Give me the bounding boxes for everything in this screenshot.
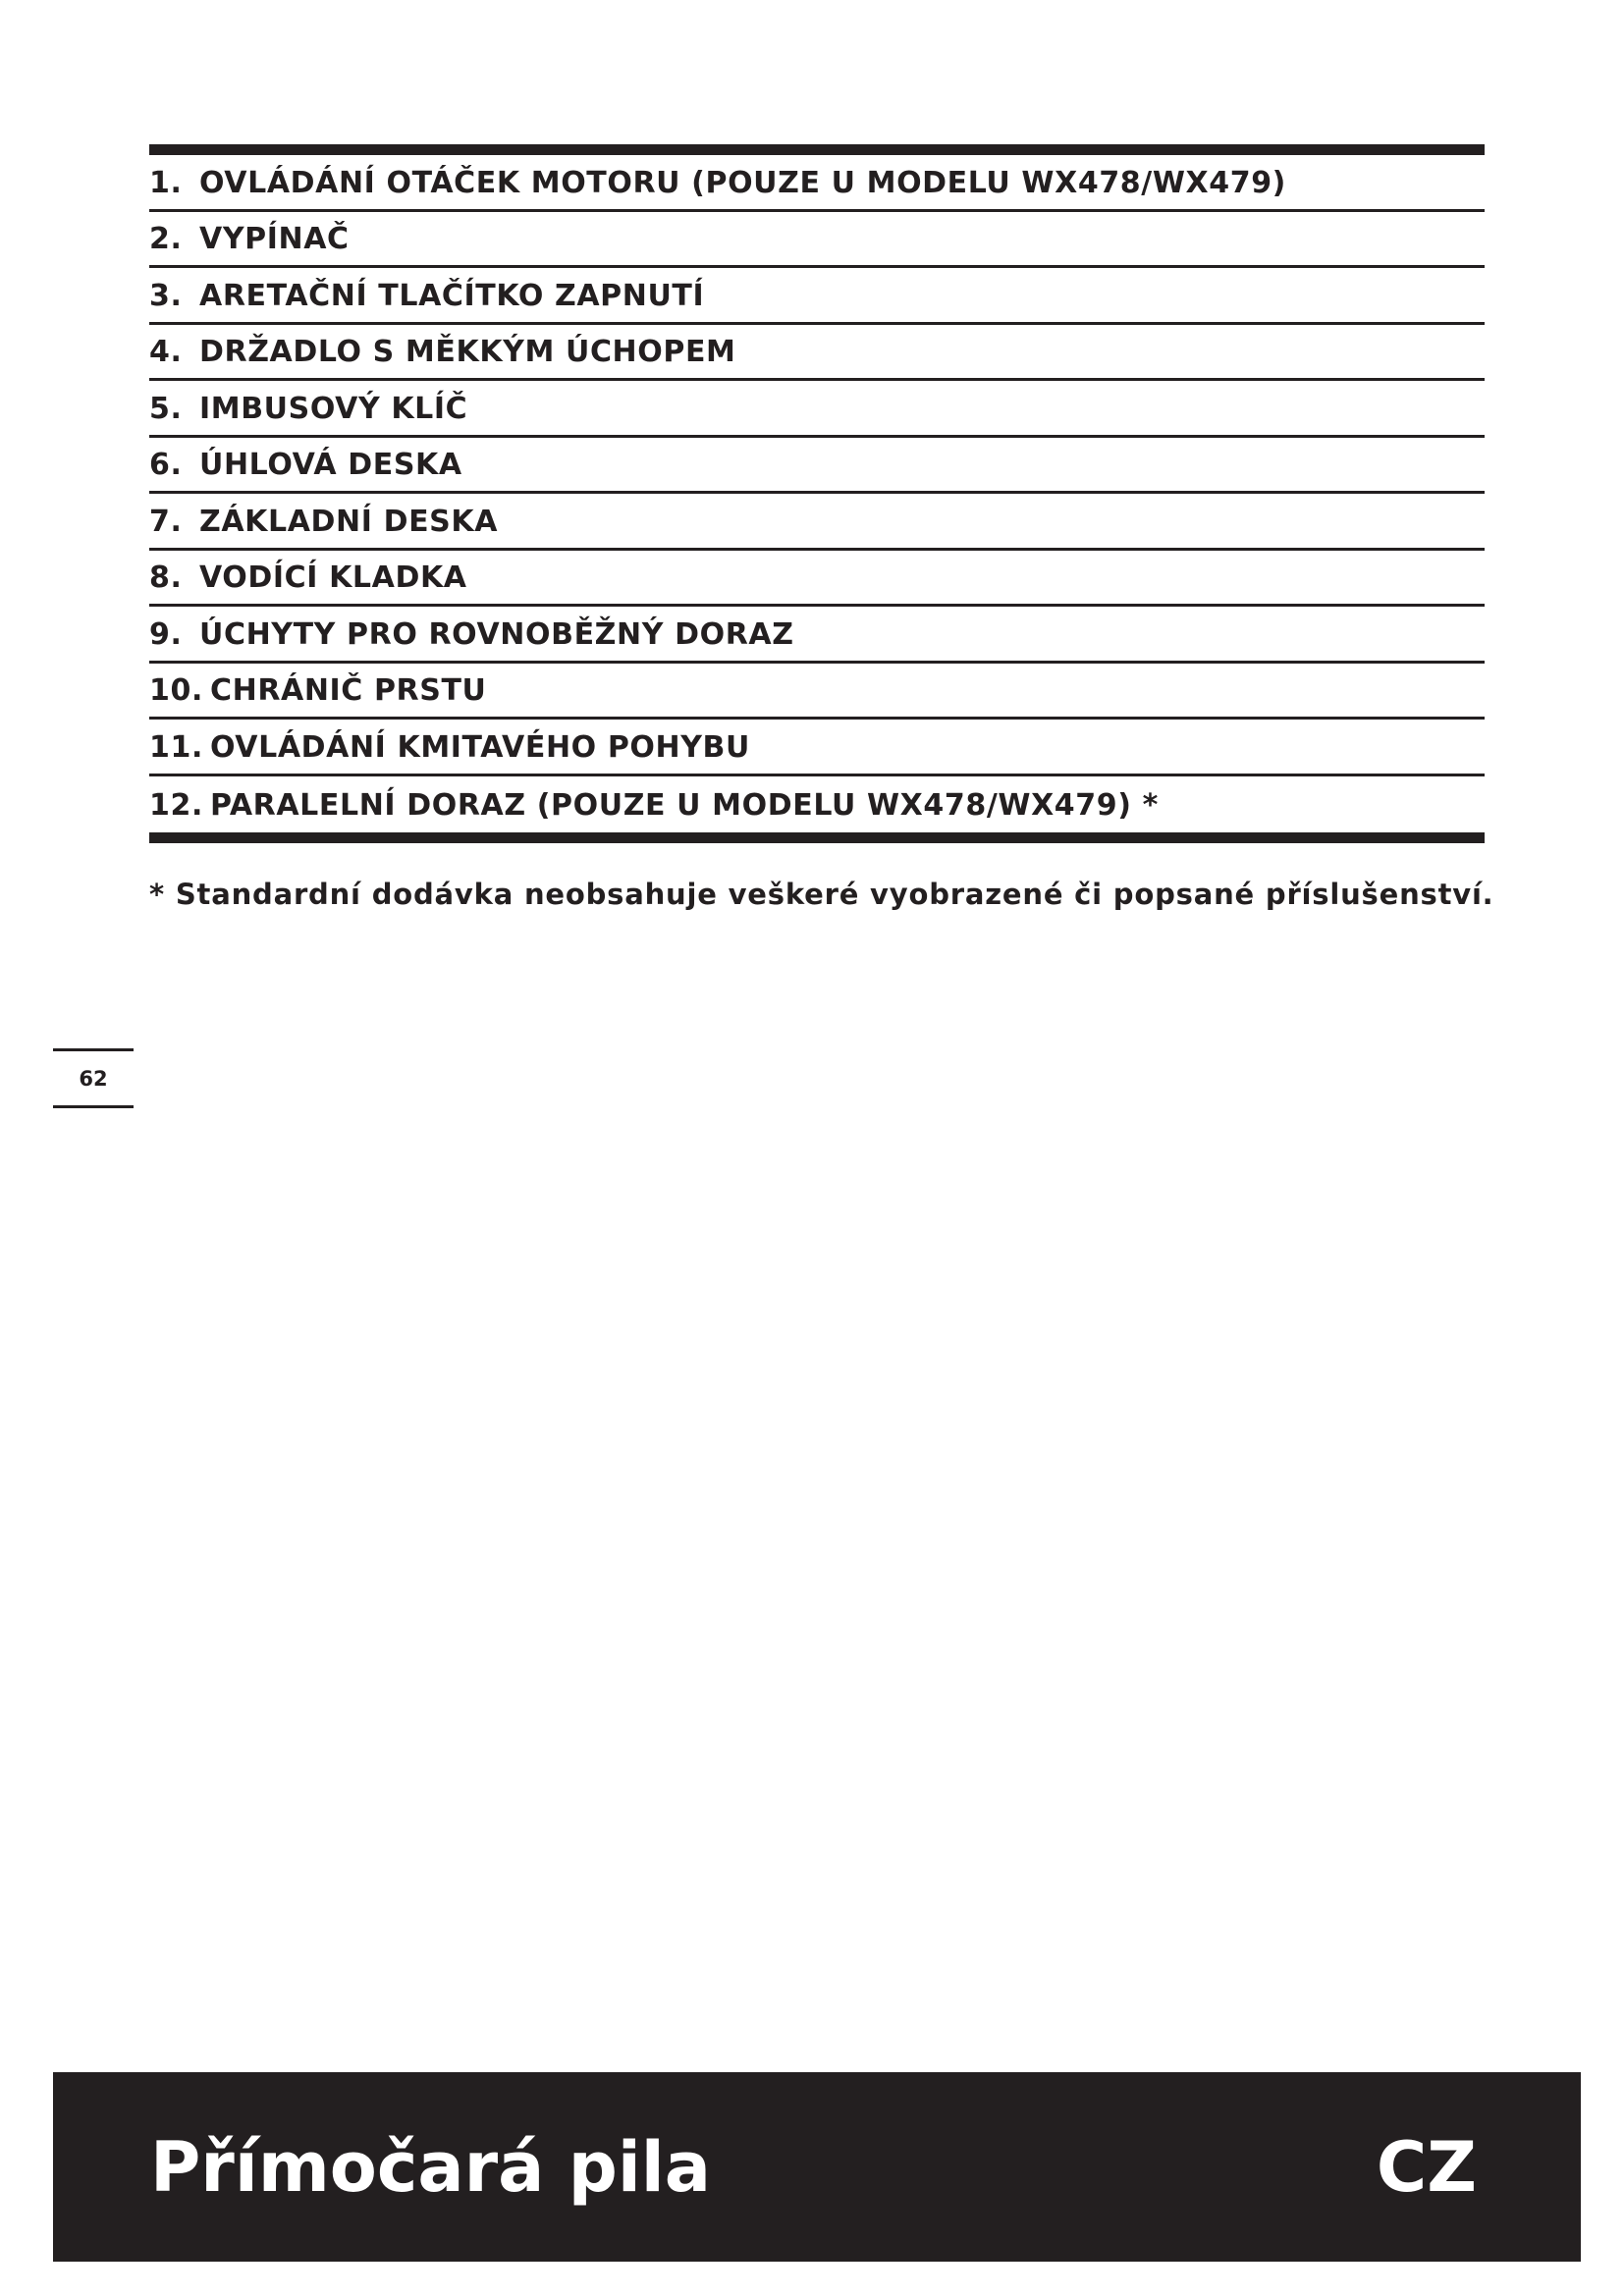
parts-list-item [149,268,1485,325]
parts-list-item [149,551,1485,608]
item-label: CHRÁNIČ PRSTU [210,673,487,709]
item-number: 10. [149,673,203,709]
parts-list-item [149,494,1485,551]
parts-list-item [149,381,1485,438]
parts-list-item [149,720,1485,776]
item-label: PARALELNÍ DORAZ (POUZE U MODELU WX478/WX479) * [210,787,1159,823]
item-label: DRŽADLO S MĚKKÝM ÚCHOPEM [199,335,736,370]
item-label: VODÍCÍ KLADKA [199,561,467,596]
item-number: 4. [149,335,183,370]
item-number: 3. [149,278,183,313]
item-label: ZÁKLADNÍ DESKA [199,504,499,539]
footer-band [53,2072,1581,2262]
parts-list-item [149,776,1485,833]
parts-list-item [149,325,1485,382]
item-label: OVLÁDÁNÍ KMITAVÉHO POHYBU [210,729,750,765]
item-number: 12. [149,787,203,823]
item-number: 6. [149,448,183,483]
parts-list-item [149,438,1485,495]
footnote: * Standardní dodávka neobsahuje veškeré vyobrazené či popsané příslušenství. [149,878,1494,911]
item-label: ÚHLOVÁ DESKA [199,448,462,483]
item-label: IMBUSOVÝ KLÍČ [199,391,468,426]
item-number: 7. [149,504,183,539]
parts-list-item [149,607,1485,664]
item-label: OVLÁDÁNÍ OTÁČEK MOTORU (POUZE U MODELU WX478/WX479) [199,165,1286,200]
item-number: 9. [149,616,183,652]
page-number: 62 [53,1048,134,1108]
item-number: 1. [149,165,183,200]
item-number: 11. [149,729,203,765]
item-number: 8. [149,561,183,596]
item-label: ÚCHYTY PRO ROVNOBĚŽNÝ DORAZ [199,616,794,652]
parts-list-item [149,212,1485,269]
parts-list-item [149,664,1485,721]
item-label: VYPÍNAČ [199,222,350,257]
footer-title: Přímočará pila [150,2126,712,2208]
item-label: ARETAČNÍ TLAČÍTKO ZAPNUTÍ [199,278,705,313]
language-code: CZ [1376,2126,1477,2208]
item-number: 5. [149,391,183,426]
parts-list [149,144,1485,843]
parts-list-item [149,155,1485,212]
item-number: 2. [149,222,183,257]
